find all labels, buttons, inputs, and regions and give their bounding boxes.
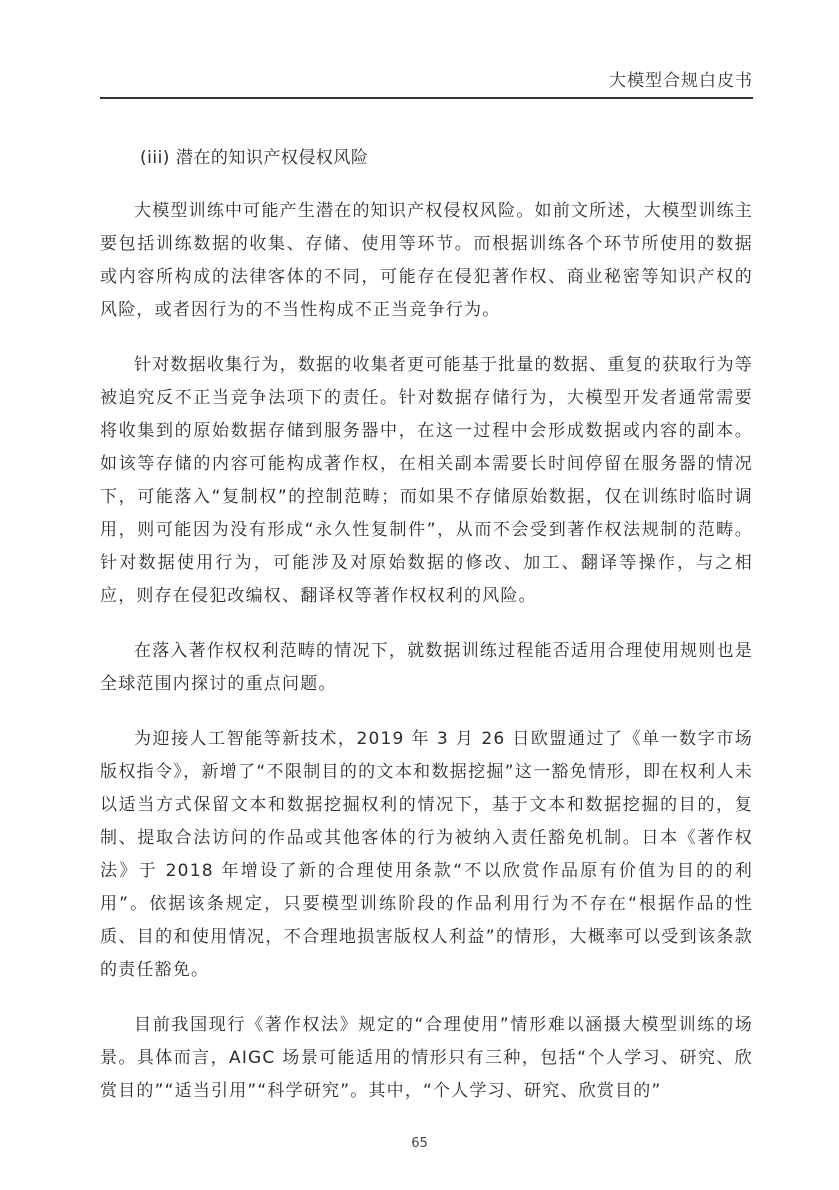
page-body [100, 145, 753, 1130]
paragraph-3: 在落入著作权权利范畴的情况下，就数据训练过程能否适用合理使用规则也是全球范围内探讨的重点问题。 [100, 641, 753, 694]
paragraph-2: 针对数据收集行为，数据的收集者更可能基于批量的数据、重复的获取行为等被追究反不正当竞争法项下的责任。针对数据存储行为，大模型开发者通常需要将收集到的原始数据存储到服务器中，在这一过程中会形成数据或内容的副本。如该等存储的内容可能构成著作权，在相关副本需要长时间停留在服务器的情况下，可能落入“复制权”的控制范畴；而如果不存储原始数据，仅在训练时临时调用，则可能因为没有形成“永久性复制件”，从而不会受到著作权法规制的范畴。针对数据使用行为，可能涉及对原始数据的修改、加工、翻译等操作，与之相应，则存在侵犯改编权、翻译权等著作权权利的风险。 [100, 355, 753, 606]
paragraph-1: 大模型训练中可能产生潜在的知识产权侵权风险。如前文所述，大模型训练主要包括训练数据的收集、存储、使用等环节。而根据训练各个环节所使用的数据或内容所构成的法律客体的不同，可能存在侵犯著作权、商业秘密等知识产权的风险，或者因行为的不当性构成不正当竞争行为。 [100, 201, 753, 320]
paragraph-4: 为迎接人工智能等新技术，2019 年 3 月 26 日欧盟通过了《单一数字市场版权指令》，新增了“不限制目的的文本和数据挖掘”这一豁免情形，即在权利人未以适当方式保留文本和数据挖掘权利的情况下，基于文本和数据挖掘的目的，复制、提取合法访问的作品或其他客体的行为被纳入责任豁免机制。日本《著作权法》于 2018 年增设了新的合理使用条款“不以欣赏作品原有价值为目的的利用”。依据该条规定，只要模型训练阶段的作品利用行为不存在“根据作品的性质、目的和使用情况，不合理地损害版权人利益”的情形，大概率可以受到该条款的责任豁免。 [100, 729, 753, 980]
running-header-title: 大模型合规白皮书 [609, 71, 753, 91]
paragraph-5: 目前我国现行《著作权法》规定的“合理使用”情形难以涵摄大模型训练的场景。具体而言，AIGC 场景可能适用的情形只有三种，包括“个人学习、研究、欣赏目的”“适当引用”“科学研究”。其中，“个人学习、研究、欣赏目的” [100, 1015, 753, 1101]
section-heading: (iii) 潜在的知识产权侵权风险 [140, 148, 369, 168]
header-divider [100, 97, 753, 99]
page-number: 65 [411, 1136, 428, 1151]
